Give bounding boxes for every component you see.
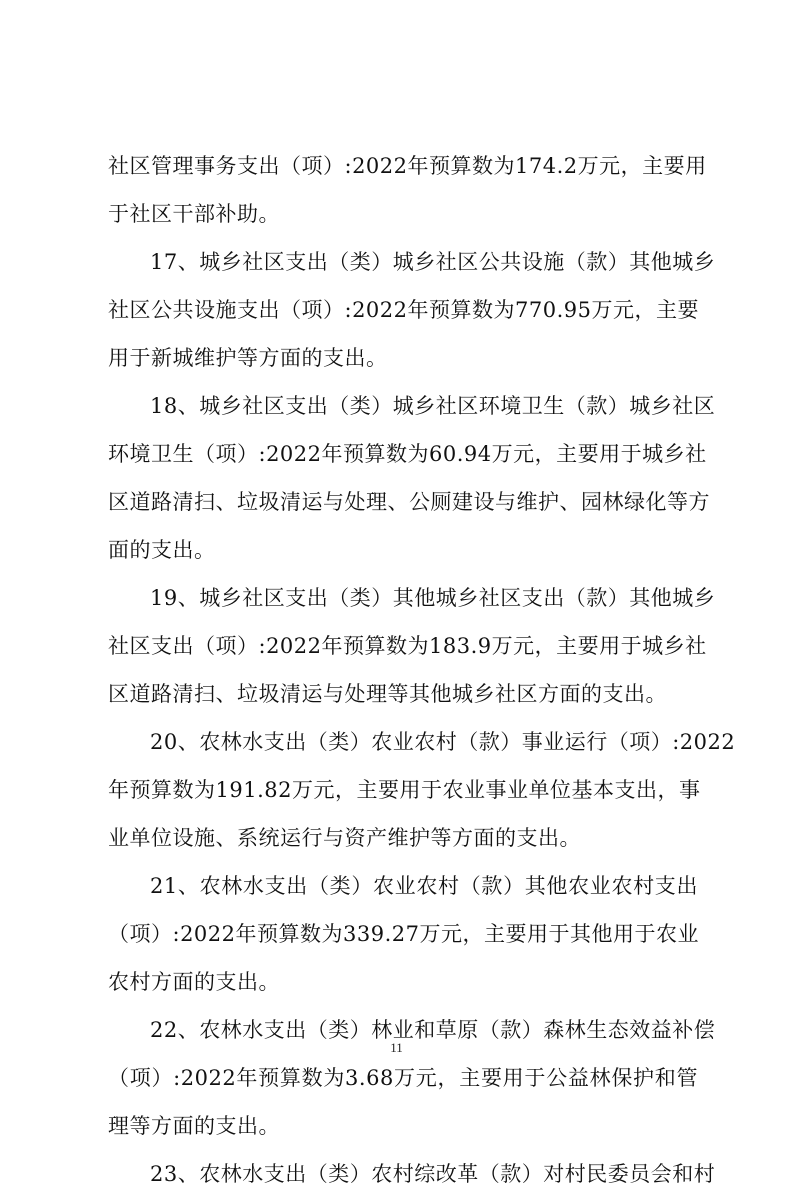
text-line: 社区管理事务支出（项）:2022年预算数为174.2万元，主要用 bbox=[108, 154, 707, 178]
text-line: 区道路清扫、垃圾清运与处理等其他城乡社区方面的支出。 bbox=[108, 682, 667, 706]
text-line: 18、城乡社区支出（类）城乡社区环境卫生（款）城乡社区 bbox=[150, 394, 716, 418]
text-line: 20、农林水支出（类）农业农村（款）事业运行（项）:2022 bbox=[150, 730, 736, 754]
paragraph-community-affairs bbox=[108, 142, 707, 238]
text-line: 社区公共设施支出（项）:2022年预算数为770.95万元，主要 bbox=[108, 298, 699, 322]
text-line: 年预算数为191.82万元，主要用于农业事业单位基本支出，事 bbox=[108, 778, 701, 802]
paragraph-item-22 bbox=[108, 1006, 716, 1150]
paragraph-item-17 bbox=[108, 238, 716, 382]
text-line: 面的支出。 bbox=[108, 538, 216, 562]
text-line: 22、农林水支出（类）林业和草原（款）森林生态效益补偿 bbox=[150, 1018, 716, 1042]
paragraph-item-20 bbox=[108, 718, 736, 862]
text-line: 21、农林水支出（类）农业农村（款）其他农业农村支出 bbox=[150, 874, 698, 898]
paragraph-item-21 bbox=[108, 862, 698, 1006]
paragraph-item-18 bbox=[108, 382, 716, 574]
text-line: 区道路清扫、垃圾清运与处理、公厕建设与维护、园林绿化等方 bbox=[108, 490, 710, 514]
paragraph-item-23 bbox=[108, 1150, 716, 1198]
text-line: （项）:2022年预算数为339.27万元，主要用于其他用于农业 bbox=[108, 922, 699, 946]
text-line: 理等方面的支出。 bbox=[108, 1114, 280, 1138]
text-line: 17、城乡社区支出（类）城乡社区公共设施（款）其他城乡 bbox=[150, 250, 716, 274]
text-line: 于社区干部补助。 bbox=[108, 202, 280, 226]
text-line: 23、农林水支出（类）农村综改革（款）对村民委员会和村 bbox=[150, 1162, 716, 1186]
page-number: 11 bbox=[390, 1040, 403, 1055]
text-line: 社区支出（项）:2022年预算数为183.9万元，主要用于城乡社 bbox=[108, 634, 707, 658]
text-line: 农村方面的支出。 bbox=[108, 970, 280, 994]
text-line: 用于新城维护等方面的支出。 bbox=[108, 346, 388, 370]
text-line: （项）:2022年预算数为3.68万元，主要用于公益林保护和管 bbox=[108, 1066, 698, 1090]
text-line: 业单位设施、系统运行与资产维护等方面的支出。 bbox=[108, 826, 581, 850]
text-line: 环境卫生（项）:2022年预算数为60.94万元，主要用于城乡社 bbox=[108, 442, 707, 466]
text-line: 19、城乡社区支出（类）其他城乡社区支出（款）其他城乡 bbox=[150, 586, 716, 610]
paragraph-item-19 bbox=[108, 574, 716, 718]
